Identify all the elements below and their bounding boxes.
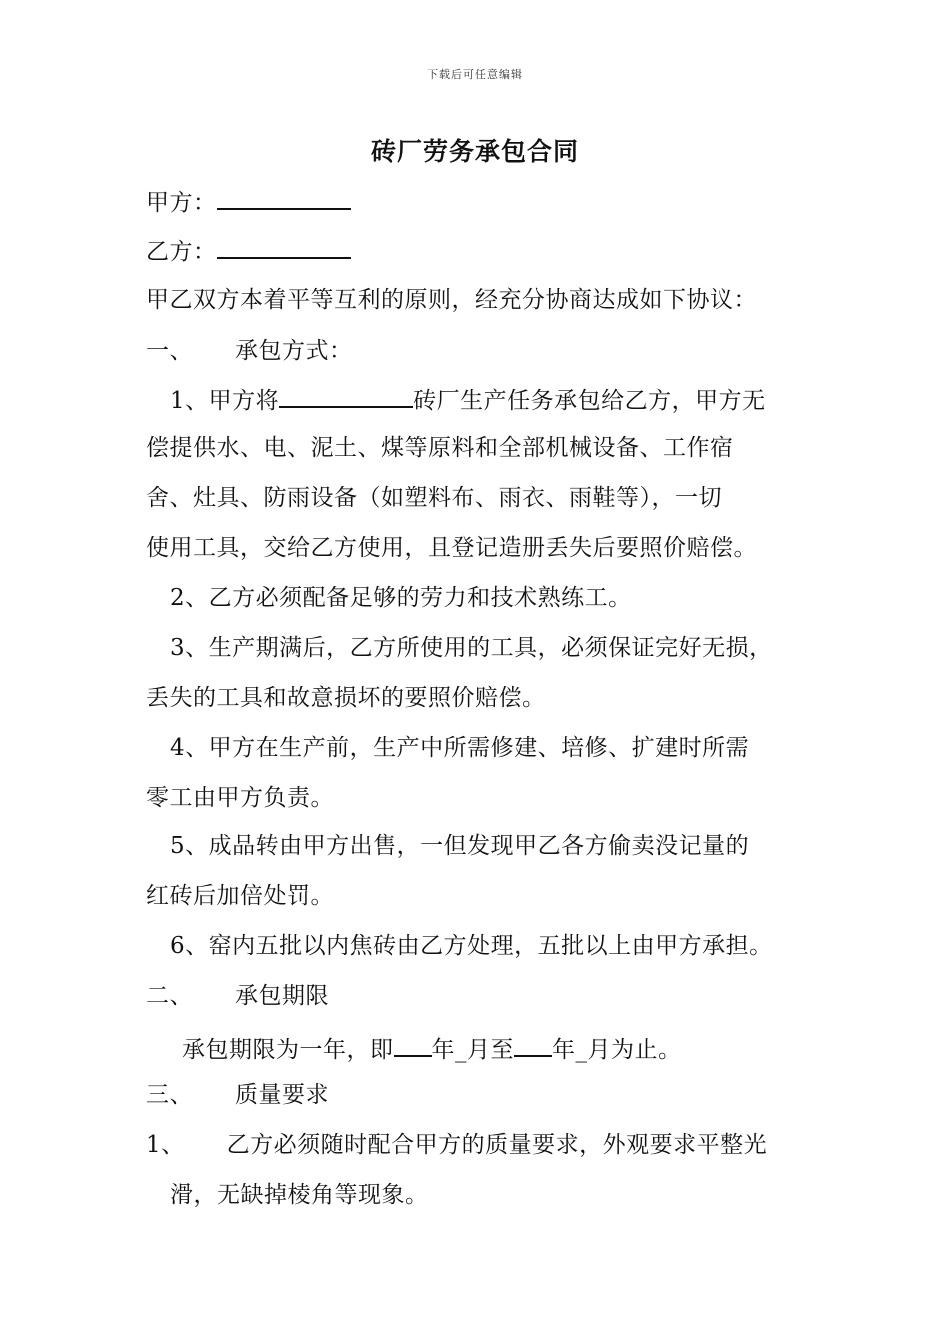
term-part-1: 承包期限为一年，即 (182, 1037, 394, 1063)
item-1-suffix: 砖厂生产任务承包给乙方，甲方无 (413, 388, 766, 414)
section-2-heading (146, 980, 329, 1012)
term-start-year-blank (394, 1031, 432, 1057)
term-end-year-blank (514, 1031, 552, 1057)
item-1-prefix: 1、甲方将 (170, 388, 280, 414)
item-5-line-1: 5、成品转由甲方出售，一但发现甲乙各方偷卖没记量的 (170, 833, 750, 859)
item-1-line-3: 舍、灶具、防雨设备（如塑料布、雨衣、雨鞋等），一切 (146, 485, 722, 511)
item-3-line-1: 3、生产期满后，乙方所使用的工具，必须保证完好无损， (170, 635, 773, 661)
item-1-line-4: 使用工具，交给乙方使用，且登记造册丢失后要照价赔偿。 (146, 535, 757, 561)
term-line (182, 1031, 682, 1066)
section-3-number: 三、 (146, 1082, 193, 1108)
contract-title: 砖厂劳务承包合同 (370, 137, 579, 166)
term-part-2: 年_月至 (431, 1037, 514, 1063)
party-a-blank (217, 184, 351, 210)
section-1-number: 一、 (146, 338, 193, 364)
term-part-3: 年_月为止。 (552, 1037, 682, 1063)
quality-item-1-number: 1、 (146, 1132, 185, 1158)
item-1-blank (279, 382, 413, 408)
section-1-title: 承包方式： (235, 338, 353, 364)
party-b-blank (217, 233, 351, 259)
item-1-line-1 (170, 382, 766, 417)
item-1-line-2: 偿提供水、电、泥土、煤等原料和全部机械设备、工作宿 (146, 435, 734, 461)
party-b-label: 乙方： (146, 239, 217, 265)
quality-item-1-line-2: 滑，无缺掉棱角等现象。 (170, 1182, 429, 1208)
quality-item-1-text: 乙方必须随时配合甲方的质量要求，外观要求平整光 (226, 1132, 768, 1158)
item-4-line-1: 4、甲方在生产前，生产中所需修建、培修、扩建时所需 (170, 735, 750, 761)
party-a-label: 甲方： (146, 190, 217, 216)
section-3-heading (146, 1079, 329, 1111)
intro-text: 甲乙双方本着平等互利的原则，经充分协商达成如下协议： (146, 287, 757, 313)
section-2-number: 二、 (146, 983, 193, 1009)
section-1-heading (146, 335, 353, 367)
section-3-title: 质量要求 (235, 1082, 329, 1108)
item-4-line-2: 零工由甲方负责。 (146, 785, 334, 811)
header-note: 下载后可任意编辑 (427, 68, 523, 81)
item-5-line-2: 红砖后加倍处罚。 (146, 883, 334, 909)
item-2: 2、乙方必须配备足够的劳力和技术熟练工。 (170, 585, 632, 611)
quality-item-1-line-1 (146, 1129, 767, 1161)
item-6: 6、窑内五批以内焦砖由乙方处理，五批以上由甲方承担。 (170, 933, 773, 959)
party-b-line (146, 233, 351, 268)
section-2-title: 承包期限 (235, 983, 329, 1009)
item-3-line-2: 丢失的工具和故意损坏的要照价赔偿。 (146, 685, 546, 711)
party-a-line (146, 184, 351, 219)
